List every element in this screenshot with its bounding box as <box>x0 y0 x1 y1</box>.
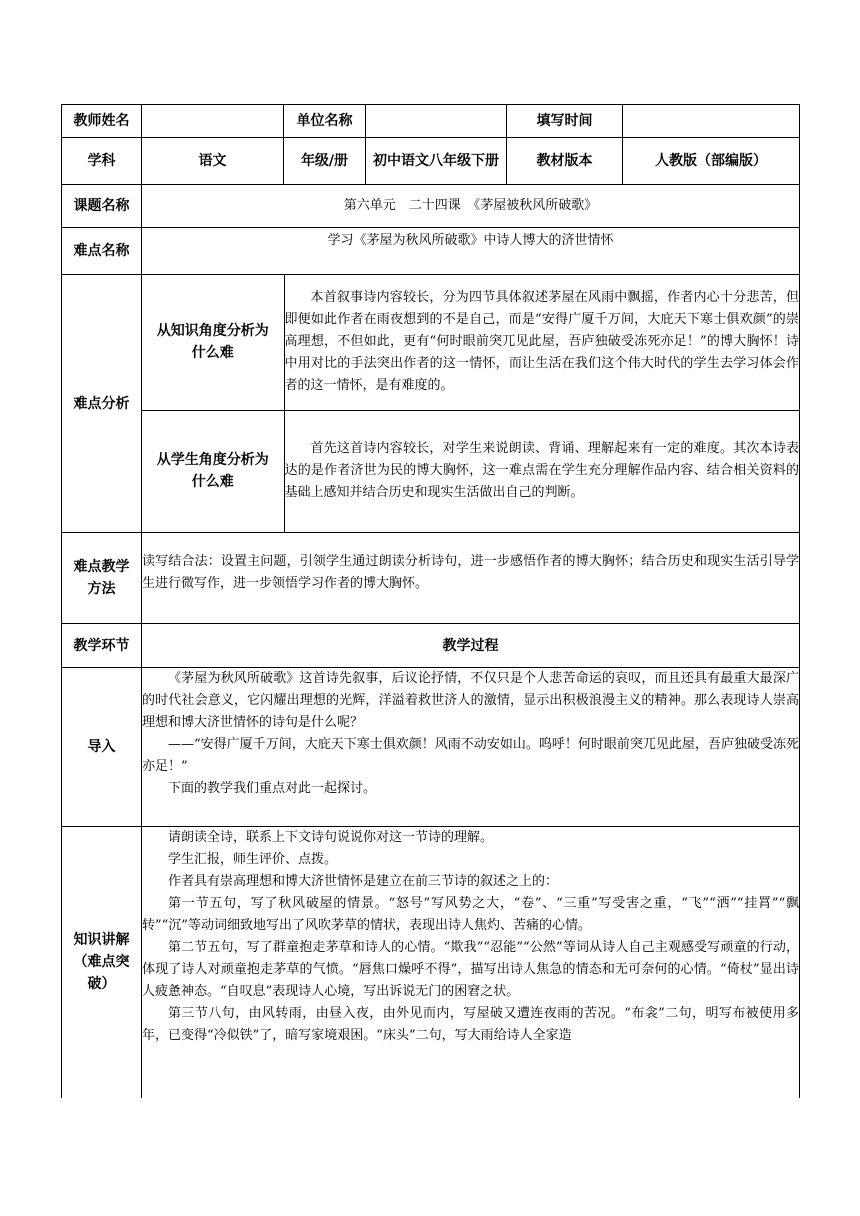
process-header: 教学过程 <box>142 624 800 668</box>
knowledge-angle-text <box>284 275 799 410</box>
topic-label: 课题名称 <box>62 185 142 228</box>
student-angle-text <box>284 410 799 532</box>
teacher-name-label: 教师姓名 <box>62 105 142 138</box>
knowledge-angle-paragraph: 本首叙事诗内容较长，分为四节具体叙述茅屋在风雨中飘摇，作者内心十分悲苦，但即便如此作者在雨夜想到的不是自己，而是“安得广厦千万间，大庇天下寒士俱欢颜”的崇高理想，不但如此，更有“何时眼前突兀见此屋，吾庐独破受冻死亦足！”的博大胸怀！诗中用对比的手法突出作者的这一情怀，而让生活在我们这个伟大时代的学生去学习体会作者的这一情怀，是有难度的。 <box>284 290 799 394</box>
lecture-paragraph: 学生汇报，师生评价、点拨。 <box>168 852 338 867</box>
lecture-text <box>142 827 800 1098</box>
method-text <box>142 533 800 624</box>
edition-label: 教材版本 <box>507 138 623 185</box>
method-label: 难点教学方法 <box>62 533 142 624</box>
analysis-inner-table <box>142 275 799 532</box>
knowledge-angle-label: 从知识角度分析为什么难 <box>142 275 284 410</box>
subject-label: 学科 <box>62 138 142 185</box>
unit-label: 单位名称 <box>284 105 366 138</box>
grade-value: 初中语文八年级下册 <box>366 138 507 185</box>
lecture-clip <box>142 827 799 1095</box>
intro-paragraph: ——“安得广厦千万间，大庇天下寒士俱欢颜！风雨不动安如山。呜呼！何时眼前突兀见此屋，吾庐独破受冻死亦足！” <box>142 737 799 774</box>
lesson-plan-table <box>61 104 800 1098</box>
stage-header: 教学环节 <box>62 624 142 668</box>
topic-value: 第六单元 二十四课 《茅屋被秋风所破歌》 <box>142 185 800 228</box>
edition-value: 人教版（部编版） <box>623 138 800 185</box>
lecture-paragraph: 第三节八句，由风转雨，由昼入夜，由外见而内，写屋破又遭连夜雨的苦况。“布衾”二句，明写布被使用多年，已变得“冷似铁”了，暗写家境艰困。“床头”二句，写大雨给诗人全家造 <box>142 1006 799 1043</box>
intro-paragraph: 《茅屋为秋风所破歌》这首诗先叙事，后议论抒情，不仅只是个人悲苦命运的哀叹，而且还具有最重大最深广的时代社会意义，它闪耀出理想的光辉，洋溢着救世济人的激情，显示出积极浪漫主义的精神。那么表现诗人崇高理想和博大济世情怀的诗句是什么呢？ <box>142 671 799 730</box>
intro-paragraph: 下面的教学我们重点对此一起探讨。 <box>168 781 377 796</box>
method-paragraph: 读写结合法：设置主问题，引领学生通过朗读分析诗句，进一步感悟作者的博大胸怀；结合历史和现实生活引导学生进行微写作，进一步领悟学习作者的博大胸怀。 <box>142 554 799 591</box>
teacher-name-value[interactable] <box>142 105 284 138</box>
student-angle-label: 从学生角度分析为什么难 <box>142 410 284 532</box>
lecture-paragraph: 第二节五句，写了群童抱走茅草和诗人的心情。“欺我”“忍能”“公然”等词从诗人自己主观感受写顽童的行动，体现了诗人对顽童抱走茅草的气愤。“唇焦口燥呼不得”，描写出诗人焦急的情态和无可奈何的心情。“倚杖”显出诗人疲惫神态。“自叹息”表现诗人心境，写出诉说无门的困窘之状。 <box>142 940 799 999</box>
lecture-paragraph: 请朗读全诗，联系上下文诗句说说你对这一节诗的理解。 <box>168 830 494 845</box>
intro-text <box>142 668 800 827</box>
date-label: 填写时间 <box>507 105 623 138</box>
subject-value: 语文 <box>142 138 284 185</box>
unit-value[interactable] <box>366 105 507 138</box>
student-angle-paragraph: 首先这首诗内容较长，对学生来说朗读、背诵、理解起来有一定的难度。其次本诗表达的是作者济世为民的博大胸怀，这一难点需在学生充分理解作品内容、结合相关资料的基础上感知并结合历史和现实生活做出自己的判断。 <box>284 441 799 501</box>
difficulty-value: 学习《茅屋为秋风所破歌》中诗人博大的济世情怀 <box>142 228 800 275</box>
grade-label: 年级/册 <box>284 138 366 185</box>
lecture-paragraph: 作者具有崇高理想和博大济世情怀是建立在前三节诗的叙述之上的： <box>168 874 559 889</box>
difficulty-label: 难点名称 <box>62 228 142 275</box>
analysis-label: 难点分析 <box>62 275 142 533</box>
date-value[interactable] <box>623 105 800 138</box>
analysis-cell <box>142 275 800 533</box>
lecture-paragraph: 第一节五句，写了秋风破屋的情景。“怒号”写风势之大，“卷”、“三重”写受害之重，“飞”“洒”“挂罥”“飘转”“沉”等动词细致地写出了风吹茅草的情状，表现出诗人焦灼、苦痛的心情。 <box>142 896 799 933</box>
lecture-label: 知识讲解（难点突破） <box>62 827 142 1098</box>
intro-label: 导入 <box>62 668 142 827</box>
